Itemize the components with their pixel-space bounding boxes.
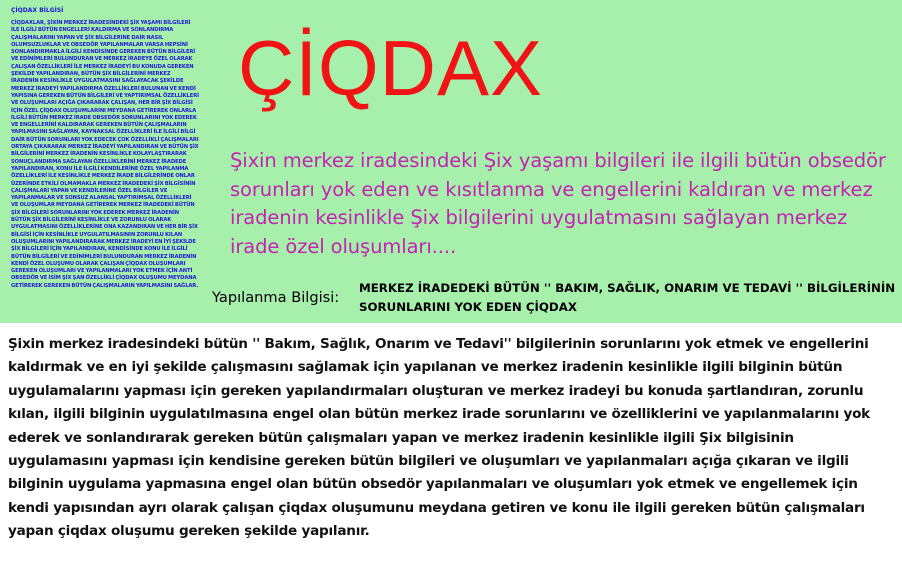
subtitle: Şixin merkez iradesindeki Şix yaşamı bilgileri ile ilgili bütün obsedör sorunları yok eden ve kısıtlanma ve engellerini kaldıran ve merkez iradenin kesinlikle Şix bilgilerini uygulatmasını sağlayan merkez irade özel oluşumları.... — [230, 149, 886, 258]
structure-label: Yapılanma Bilgisi: — [212, 289, 340, 306]
body-paragraph: Şixin merkez iradesindeki bütün '' Bakım, Sağlık, Onarım ve Tedavi'' bilgilerinin sorunlarını yok etmek ve engellerini kaldırmak ve en iyi şekilde çalışmasını sağlamak için yapılanan ve merkez iradenin kesinlikle ilgili bilginin bütün uygulamalarını yapması için gereken yapılandırmaları oluşturan ve merkez iradeyi bu konuda şartlandıran, zorunlu kılan, ilgili bilginin uygulatılmasına engel olan bütün merkez irade sorunlarını ve özelliklerini ve yapılanmalarını yok ederek ve sonlandırarak gereken bütün çalışmaları yapan ve merkez iradenin kesinlikle ilgili Şix bilgisinin uygulamasını yapması için kendisine gereken bütün bilgileri ve oluşumları ve yapılanmaları açığa çıkaran ve ilgili bilginin uygulama yapmasına engel olan bütün obsedör yapılanmaları ve oluşumları yok etmek ve engellemek için kendi yapısından ayrı olarak çalışan çiqdax oluşumunu meydana getiren ve konu ile ilgili gereken bütün çalışmaları yapan çiqdax oluşumu gereken şekilde yapılanır. — [8, 336, 870, 540]
structure-value: MERKEZ İRADEDEKİ BÜTÜN '' BAKIM, SAĞLIK, ONARIM VE TEDAVİ '' BİLGİLERİNİN SORUNLARINI YOK EDEN ÇİQDAX — [359, 281, 896, 314]
page-title: ÇİQDAX — [238, 24, 544, 112]
small-heading: ÇİQDAX BİLGİSİ — [11, 7, 64, 14]
small-description: ÇİQDAXLAR, ŞİXİN MERKEZ İRADESİNDEKİ ŞİX YAŞAMI BİLGİLERİ İLE İLGİLİ BÜTÜN ENGELLERİ KALDIRMA VE SONLANDIRMA ÇALIŞMALARINI YAPAN VE ŞİX BİLGİLERİNE DAİR NASIL OLUMSUZLUKLAR VE OBSEDÖR YAPILANMALAR VARSA HEPSİNİ SONLANDIRMAKLA İLGİLİ KENDİSİNDE GEREKEN BÜTÜN BİLGİLERİ VE EDİNİMLERİ BULUNDURAN VE MERKEZ İRADEYE ÖZEL OLARAK ÇALIŞAN ÖZELLİKLERİ İLE MERKEZ İRADEYİ BU KONUDA GEREKEN ŞEKİLDE YAPILANDIRAN, BÜTÜN ŞİX BİLGİLERİNİ MERKEZ İRADENİN KESİNLİKLE UYGULATMASINI SAĞLAYACAK ŞEKİLDE MERKEZ İRADEYİ YAPILANDIRMA ÖZELLİKLERİ BULUNAN VE KENDİ YAPISINA GEREKEN BÜTÜN BİLGİLERİ VE YAPTIRIMSAL ÖZELLİKLERİ VE OLUŞUMLARI AÇIĞA ÇIKARARAK ÇALIŞAN, HER BİR ŞİX BİLGİSİ İÇİN ÖZEL ÇİQDAX OLUŞUMLARINI MEYDANA GETİREREK ONLARLA İLGİLİ BÜTÜN MERKEZ İRADE OBSEDÖR SORUNLARINI YOK EDEREK VE ENGELLERİNİ KALDIRARAK GEREKEN BÜTÜN ÇALIŞMALARIN YAPILMASINI SAĞLAYAN, KAYNAKSAL ÖZELLİKLERİ İLE İLGİLİ BİLGİ DAİR BÜTÜN SORUNLARI YOK EDECEK ÇOK ÖZELLİKLİ ÇALIŞMALARI ORTAYA ÇIKARARAK MERKEZ İRADEYİ YAPILANDIRAN VE BÜTÜN ŞİX BİLGİLERİNİ MERKEZ İRADENİN KESİNLİKLE KOLAYLAŞTIRARAK SONUÇLANDIRMA SAĞLAYAN ÖZELLİKLERİNİ MERKEZ İRADEDE YAPILANDIRAN, KONU İLE İLGİLİ KENDİLERİNE ÖZEL YAPILANMA ÖZELLİKLERİ İLE KESİNLİKLE MERKEZ İRADE BİLGİLERİNDE ONLAR ÜZERİNDE ETKİLİ OLMAMAKLA MERKEZ İRADEDEKİ ŞİX BİLGİSİNİN ÇALIŞMALARI YAPAN VE KENDİLERİNE ÖZEL BİLGİLER VE YAPILANMALAR VE SONSUZ ALANSAL YAPTIRIMSAL ÖZELLİKLERİ VE OLUŞUMLAR MEYDANA GETİREREK MERKEZ İRADEDEKİ BÜTÜN ŞİX BİLGİLERİ SORUNLARINI YOK EDEREK MERKEZ İRADENİN BÜTÜN ŞİX BİLGİLERİNİ KESİNLİKLE VE ZORUNLU OLARAK UYGULATMASINI ÖZELLİKLERİNE ONA KAZANDIRAN VE HER BİR ŞİX BİLGİSİ İÇİN KESİNLİKLE UYGULATILMASININ ZORUNLU KILAN OLUŞUMLARINI YAPILANDIRARAK MERKEZ İRADEYİ EN İYİ ŞEKİLDE ŞİX BİLGİLERİ İÇİN YAPILANDIRAN, KENDİSİNDE KONU İLE İLGİLİ BÜTÜN BİLGİLERİ VE EDİNİMLERİ BULUNDURAN MERKEZ İRADENİN KENDİ ÖZEL OLUŞUMU OLARAK ÇALIŞAN ÇİQDAX OLUŞUMLARI GEREKEN OLUŞUMLARI VE YAPILANMALARI YOK ETMEK İÇİN ANTİ OBSEDÖR VE İSİM ŞİX ŞAN ÖZELLİKLİ ÇİQDAX OLUŞUMU MEYDANA GETİREREK GEREKEN BÜTÜN ÇALIŞMALARIN YAPILMASINI SAĞLAR. — [11, 20, 199, 289]
